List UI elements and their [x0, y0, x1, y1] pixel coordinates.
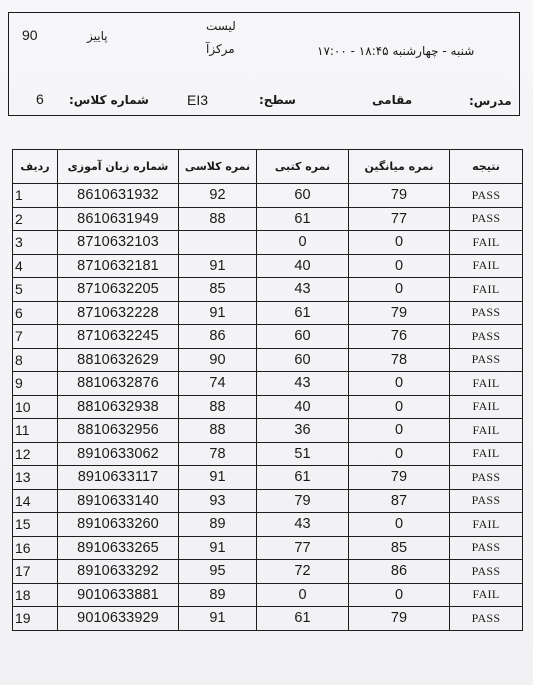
cell-student-id: 8710632181 — [58, 254, 179, 278]
table-row — [13, 395, 523, 419]
cell-student-id: 8710632228 — [58, 301, 179, 325]
table-row — [13, 231, 523, 255]
cell-row-number: 15 — [13, 513, 58, 537]
cell-student-id: 9010633929 — [58, 607, 179, 631]
cell-average: 0 — [349, 395, 450, 419]
class-info-box — [8, 12, 520, 116]
cell-result: PASS — [450, 536, 523, 560]
cell-row-number: 13 — [13, 466, 58, 490]
cell-student-id: 8710632205 — [58, 278, 179, 302]
cell-written-score: 43 — [257, 513, 349, 537]
cell-class-score: 93 — [179, 489, 257, 513]
cell-written-score: 43 — [257, 278, 349, 302]
cell-written-score: 40 — [257, 395, 349, 419]
cell-student-id: 8710632245 — [58, 325, 179, 349]
cell-student-id: 8910633117 — [58, 466, 179, 490]
table-row — [13, 583, 523, 607]
cell-average: 0 — [349, 372, 450, 396]
cell-result: PASS — [450, 301, 523, 325]
term-name: پاییز — [87, 29, 108, 43]
cell-result: FAIL — [450, 372, 523, 396]
cell-student-id: 8710632103 — [58, 231, 179, 255]
cell-class-score: 91 — [179, 301, 257, 325]
cell-result: FAIL — [450, 442, 523, 466]
table-row — [13, 348, 523, 372]
cell-result: PASS — [450, 466, 523, 490]
table-row — [13, 325, 523, 349]
table-body — [13, 184, 523, 631]
cell-average: 85 — [349, 536, 450, 560]
cell-class-score: 91 — [179, 536, 257, 560]
cell-row-number: 18 — [13, 583, 58, 607]
cell-row-number: 14 — [13, 489, 58, 513]
cell-class-score: 90 — [179, 348, 257, 372]
cell-student-id: 8910633265 — [58, 536, 179, 560]
teacher-label: مدرس: — [469, 94, 512, 108]
cell-row-number: 17 — [13, 560, 58, 584]
cell-result: PASS — [450, 348, 523, 372]
cell-class-score: 88 — [179, 395, 257, 419]
cell-student-id: 8810632956 — [58, 419, 179, 443]
cell-class-score: 89 — [179, 583, 257, 607]
table-row — [13, 442, 523, 466]
cell-row-number: 19 — [13, 607, 58, 631]
cell-average: 79 — [349, 607, 450, 631]
cell-written-score: 40 — [257, 254, 349, 278]
cell-row-number: 3 — [13, 231, 58, 255]
cell-written-score: 77 — [257, 536, 349, 560]
cell-row-number: 5 — [13, 278, 58, 302]
schedule-text: شنبه - چهارشنبه ۱۸:۴۵ - ۱۷:۰۰ — [317, 44, 475, 58]
cell-written-score: 51 — [257, 442, 349, 466]
cell-class-score — [179, 231, 257, 255]
cell-written-score: 79 — [257, 489, 349, 513]
cell-average: 78 — [349, 348, 450, 372]
cell-average: 0 — [349, 278, 450, 302]
cell-result: FAIL — [450, 231, 523, 255]
table-row — [13, 254, 523, 278]
cell-average: 86 — [349, 560, 450, 584]
cell-average: 0 — [349, 231, 450, 255]
cell-result: FAIL — [450, 419, 523, 443]
cell-written-score: 0 — [257, 231, 349, 255]
table-header-row — [13, 150, 523, 184]
table-row — [13, 184, 523, 208]
col-header-student-id: شماره زبان آموزی — [58, 150, 179, 184]
cell-written-score: 60 — [257, 325, 349, 349]
table-row — [13, 301, 523, 325]
col-header-written-score: نمره کتبی — [257, 150, 349, 184]
cell-average: 0 — [349, 442, 450, 466]
cell-written-score: 0 — [257, 583, 349, 607]
cell-average: 77 — [349, 207, 450, 231]
table-row — [13, 607, 523, 631]
cell-student-id: 8810632938 — [58, 395, 179, 419]
grades-table — [12, 149, 523, 631]
cell-student-id: 8910633260 — [58, 513, 179, 537]
list-label: لیست — [206, 19, 236, 33]
cell-row-number: 7 — [13, 325, 58, 349]
cell-row-number: 11 — [13, 419, 58, 443]
cell-average: 87 — [349, 489, 450, 513]
cell-result: PASS — [450, 207, 523, 231]
cell-class-score: 89 — [179, 513, 257, 537]
cell-written-score: 61 — [257, 607, 349, 631]
cell-student-id: 8910633292 — [58, 560, 179, 584]
table-row — [13, 419, 523, 443]
cell-row-number: 9 — [13, 372, 58, 396]
cell-class-score: 95 — [179, 560, 257, 584]
level-label: سطح: — [259, 93, 296, 107]
cell-result: FAIL — [450, 254, 523, 278]
cell-row-number: 16 — [13, 536, 58, 560]
class-code: EI3 — [187, 92, 209, 108]
cell-written-score: 61 — [257, 301, 349, 325]
cell-result: PASS — [450, 560, 523, 584]
cell-student-id: 8910633062 — [58, 442, 179, 466]
cell-row-number: 1 — [13, 184, 58, 208]
cell-written-score: 43 — [257, 372, 349, 396]
cell-written-score: 61 — [257, 207, 349, 231]
term-number: 90 — [22, 27, 38, 43]
cell-student-id: 8910633140 — [58, 489, 179, 513]
cell-student-id: 9010633881 — [58, 583, 179, 607]
table-row — [13, 278, 523, 302]
cell-class-score: 92 — [179, 184, 257, 208]
cell-class-score: 91 — [179, 466, 257, 490]
cell-class-score: 91 — [179, 607, 257, 631]
center-label: مرکزآ — [206, 42, 235, 56]
col-header-class-score: نمره کلاسی — [179, 150, 257, 184]
cell-result: FAIL — [450, 583, 523, 607]
cell-row-number: 10 — [13, 395, 58, 419]
cell-result: PASS — [450, 325, 523, 349]
col-header-row-number: ردیف — [13, 150, 58, 184]
cell-student-id: 8810632876 — [58, 372, 179, 396]
grades-table-wrapper — [12, 149, 522, 631]
cell-row-number: 12 — [13, 442, 58, 466]
table-row — [13, 513, 523, 537]
cell-result: FAIL — [450, 278, 523, 302]
table-row — [13, 207, 523, 231]
cell-average: 0 — [349, 583, 450, 607]
cell-row-number: 8 — [13, 348, 58, 372]
cell-row-number: 4 — [13, 254, 58, 278]
cell-student-id: 8810632629 — [58, 348, 179, 372]
cell-average: 0 — [349, 254, 450, 278]
table-row — [13, 536, 523, 560]
cell-result: FAIL — [450, 513, 523, 537]
cell-row-number: 6 — [13, 301, 58, 325]
table-row — [13, 489, 523, 513]
cell-written-score: 60 — [257, 184, 349, 208]
cell-average: 76 — [349, 325, 450, 349]
cell-class-score: 85 — [179, 278, 257, 302]
cell-average: 0 — [349, 419, 450, 443]
cell-average: 79 — [349, 301, 450, 325]
cell-result: PASS — [450, 489, 523, 513]
cell-student-id: 8610631949 — [58, 207, 179, 231]
cell-class-score: 78 — [179, 442, 257, 466]
cell-class-score: 74 — [179, 372, 257, 396]
cell-written-score: 36 — [257, 419, 349, 443]
cell-class-score: 86 — [179, 325, 257, 349]
cell-class-score: 88 — [179, 419, 257, 443]
cell-result: PASS — [450, 184, 523, 208]
cell-row-number: 2 — [13, 207, 58, 231]
table-row — [13, 372, 523, 396]
level-value: مقامی — [372, 93, 413, 107]
cell-student-id: 8610631932 — [58, 184, 179, 208]
class-number: 6 — [36, 91, 44, 107]
col-header-average: نمره میانگین — [349, 150, 450, 184]
class-number-label: شماره کلاس: — [69, 93, 149, 107]
cell-average: 79 — [349, 184, 450, 208]
cell-class-score: 91 — [179, 254, 257, 278]
cell-result: PASS — [450, 607, 523, 631]
table-row — [13, 466, 523, 490]
cell-written-score: 61 — [257, 466, 349, 490]
cell-class-score: 88 — [179, 207, 257, 231]
cell-written-score: 60 — [257, 348, 349, 372]
col-header-result: نتیجه — [450, 150, 523, 184]
table-row — [13, 560, 523, 584]
cell-written-score: 72 — [257, 560, 349, 584]
cell-average: 0 — [349, 513, 450, 537]
cell-average: 79 — [349, 466, 450, 490]
cell-result: FAIL — [450, 395, 523, 419]
